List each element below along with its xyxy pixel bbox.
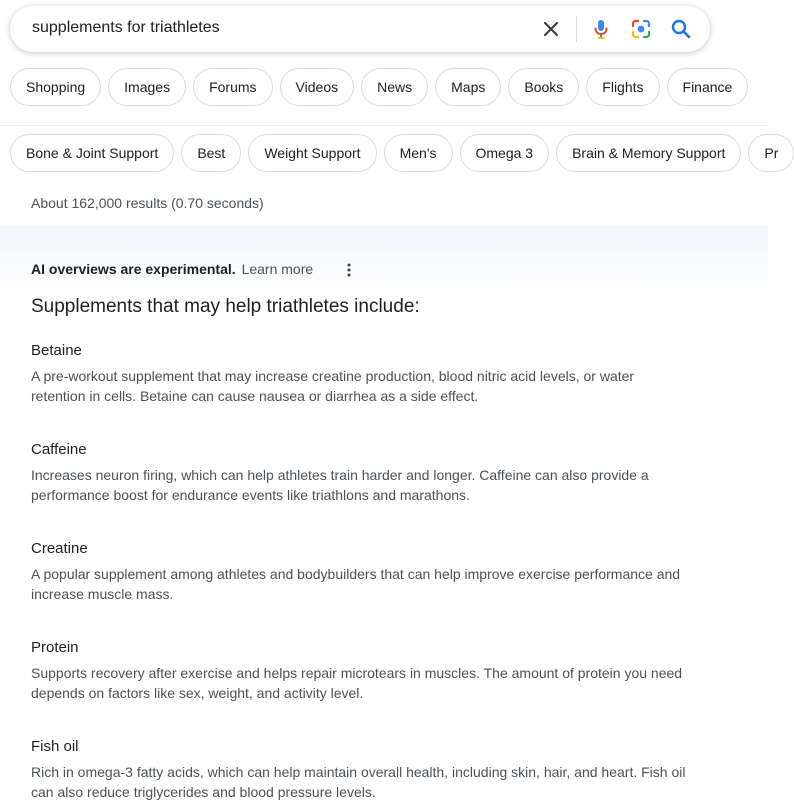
item-description: Rich in omega-3 fatty acids, which can help maintain overall health, including skin, hair, and heart. Fish oil can also reduce triglycerides and blood pressure levels. — [31, 764, 686, 800]
tab-news[interactable]: News — [361, 68, 428, 106]
search-bar — [10, 6, 710, 52]
overview-item — [31, 638, 691, 703]
tab-maps[interactable]: Maps — [435, 68, 501, 106]
filter-chip-mens[interactable]: Men's — [384, 134, 453, 172]
overview-item — [31, 737, 691, 802]
tab-books[interactable]: Books — [508, 68, 579, 106]
ai-overview-notice — [31, 261, 313, 277]
microphone-icon[interactable] — [589, 17, 613, 41]
tab-forums[interactable]: Forums — [193, 68, 272, 106]
item-title: Creatine — [31, 540, 88, 557]
ai-overview-panel — [0, 226, 768, 807]
close-icon[interactable] — [539, 17, 563, 41]
tabs-divider — [0, 125, 768, 126]
overview-item — [31, 341, 691, 406]
tab-finance[interactable]: Finance — [667, 68, 749, 106]
overview-item — [31, 440, 691, 505]
item-description: A pre-workout supplement that may increase creatine production, blood nitric acid levels, or water retention in cells. Betaine can cause nausea or diarrhea as a side effect. — [31, 368, 635, 404]
filter-chip-brain-memory[interactable]: Brain & Memory Support — [556, 134, 741, 172]
ai-notice-text: AI overviews are experimental. — [31, 261, 236, 277]
tab-flights[interactable]: Flights — [586, 68, 659, 106]
item-description: A popular supplement among athletes and bodybuilders that can help improve exercise performance and increase muscle mass. — [31, 566, 681, 602]
searchbar-divider — [576, 16, 577, 42]
tab-shopping[interactable]: Shopping — [10, 68, 101, 106]
tab-images[interactable]: Images — [108, 68, 186, 106]
filter-chip-bone-joint[interactable]: Bone & Joint Support — [10, 134, 174, 172]
item-description: Increases neuron firing, which can help athletes train harder and longer. Caffeine can also provide a performance boost for endurance events like triathlons and marathons. — [31, 467, 649, 503]
item-title: Caffeine — [31, 441, 87, 458]
results-count: About 162,000 results (0.70 seconds) — [31, 195, 264, 211]
item-title: Fish oil — [31, 738, 79, 755]
search-icon[interactable] — [669, 17, 693, 41]
overview-item — [31, 539, 691, 604]
filter-chip-pr[interactable]: Pr — [748, 134, 794, 172]
lens-icon[interactable] — [629, 17, 653, 41]
more-options-icon[interactable] — [344, 262, 354, 278]
item-title: Betaine — [31, 342, 82, 359]
search-input[interactable]: supplements for triathletes — [32, 19, 220, 36]
filter-chip-weight-support[interactable]: Weight Support — [248, 134, 376, 172]
item-title: Protein — [31, 639, 79, 656]
search-tabs — [10, 68, 748, 108]
filter-chip-best[interactable]: Best — [181, 134, 241, 172]
filter-chip-omega-3[interactable]: Omega 3 — [460, 134, 550, 172]
item-description: Supports recovery after exercise and helps repair microtears in muscles. The amount of protein you need depends on factors like sex, weight, and activity level. — [31, 665, 683, 701]
tab-videos[interactable]: Videos — [280, 68, 355, 106]
ai-overview-heading: Supplements that may help triathletes include: — [31, 296, 420, 317]
filter-chips — [10, 134, 794, 174]
learn-more-link[interactable]: Learn more — [241, 261, 314, 277]
